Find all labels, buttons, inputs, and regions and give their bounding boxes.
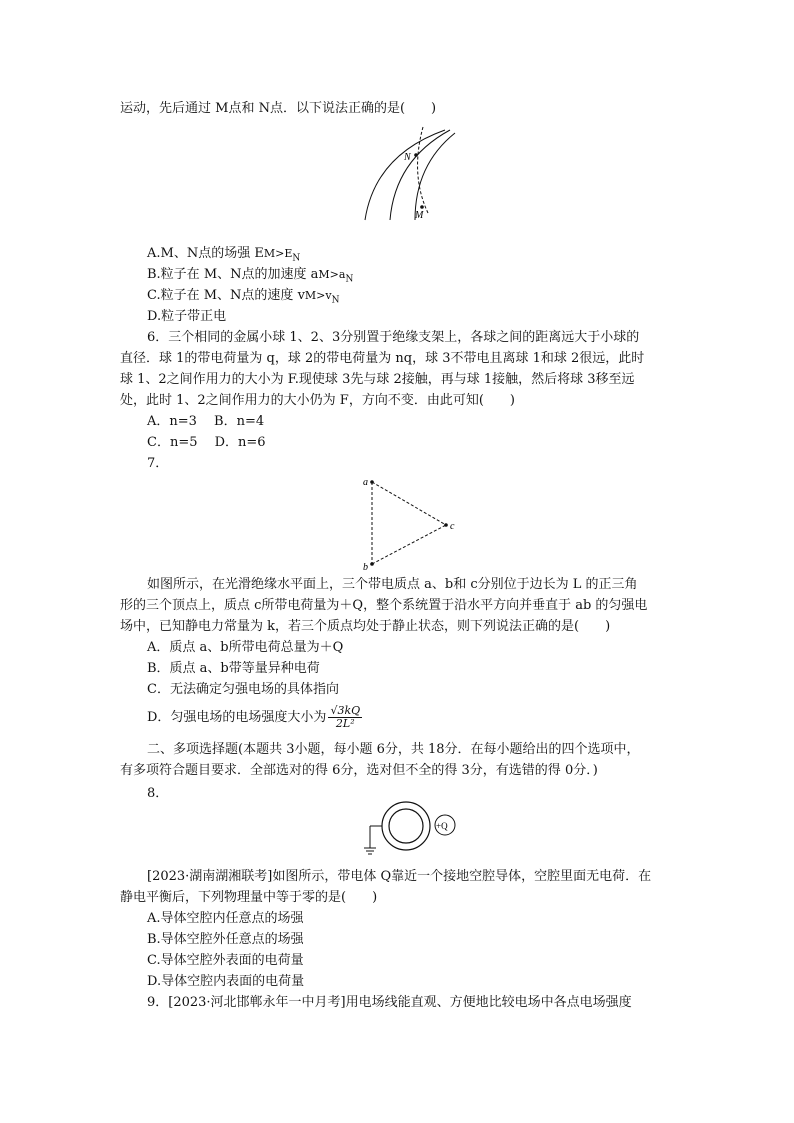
field-line-middle — [390, 130, 450, 220]
q5-stem-tail: 运动，先后通过 M点和 N点．以下说法正确的是( ) — [120, 101, 437, 116]
vertex-c — [444, 523, 448, 527]
q6-stem-line-1: 6．三个相同的金属小球 1、2、3分别置于绝缘支架上，各球之间的距离远大于小球的 — [147, 330, 640, 345]
label-plus-Q: +Q — [436, 821, 448, 831]
label-c: c — [450, 521, 455, 532]
q7-triangle-figure — [360, 472, 460, 572]
q5-option-d[interactable]: D.粒子带正电 — [147, 309, 227, 324]
label-N: N — [404, 152, 411, 163]
q6-stem-line-2: 直径．球 1的带电荷量为 q，球 2的带电荷量为 nq，球 3不带电且离球 1和球 2很远，此时 — [120, 351, 645, 366]
label-b: b — [363, 562, 368, 573]
q5-field-lines-figure — [360, 125, 470, 225]
q7-option-b[interactable]: B．质点 a、b带等量异种电荷 — [147, 661, 320, 676]
q8-cavity-conductor-figure — [368, 800, 463, 860]
point-N — [414, 153, 418, 157]
q8-number: 8． — [147, 786, 169, 801]
q9-stem-line-1: 9．[2023·河北邯郸永年一中月考]用电场线能直观、方便地比较电场中各点电场强度 — [147, 995, 632, 1010]
label-a: a — [363, 477, 368, 488]
section-2-heading-line-2: 有多项符合题目要求．全部选对的得 6分，选对但不全的得 3分，有选错的得 0分．) — [120, 763, 598, 778]
q8-stem-line-2: 静电平衡后，下列物理量中等于零的是( ) — [120, 890, 378, 905]
q6-stem-line-4: 处，此时 1、2之间作用力的大小仍为 F，方向不变．由此可知( ) — [120, 393, 515, 408]
field-strength-fraction: $\frac{√3kQ}{\text{2L²}}$ — [330, 704, 361, 730]
q6-options-cd[interactable]: C．n=5 D．n=6 — [147, 435, 266, 450]
q7-stem-line-3: 场中，已知静电力常量为 k，若三个质点均处于静止状态，则下列说法正确的是( ) — [120, 619, 611, 634]
q6-stem-line-3: 球 1、2之间作用力的大小为 F.现使球 3先与球 2接触，再与球 1接触，然后将球 3移至远 — [120, 372, 635, 387]
q8-option-c[interactable]: C.导体空腔外表面的电荷量 — [147, 953, 304, 968]
q5-option-b[interactable]: B.粒子在 M、N点的加速度 $aM>a_N$ — [147, 267, 354, 285]
section-2-heading-line-1: 二、多项选择题(本题共 3小题，每小题 6分，共 18分．在每小题给出的四个选项中， — [147, 742, 640, 757]
q5-option-c[interactable]: C.粒子在 M、N点的速度 $vM>v_N$ — [147, 288, 340, 306]
q8-option-a[interactable]: A.导体空腔内任意点的场强 — [147, 911, 304, 926]
q7-stem-line-2: 形的三个顶点上，质点 c所带电荷量为＋Q，整个系统置于沿水平方向并垂直于 ab 的匀强电 — [120, 598, 648, 613]
q5-option-a[interactable]: A.M、N点的场强 $EM>E_N$ — [147, 246, 301, 264]
q7-option-a[interactable]: A．质点 a、b所带电荷总量为＋Q — [147, 640, 344, 655]
field-line-left — [365, 130, 445, 220]
vertex-b — [370, 562, 374, 566]
q7-number: 7． — [147, 456, 169, 471]
q7-option-c[interactable]: C．无法确定匀强电场的具体指向 — [147, 682, 339, 697]
point-M — [420, 205, 424, 209]
q8-option-d[interactable]: D.导体空腔内表面的电荷量 — [147, 974, 305, 989]
q7-stem-line-1: 如图所示，在光滑绝缘水平面上，三个带电质点 a、b和 c分别位于边长为 L 的正三角 — [147, 577, 638, 592]
q7-option-d[interactable]: D．匀强电场的电场强度大小为 $\frac{√3kQ}{\text{2L²}}$ — [147, 704, 361, 730]
q6-options-ab[interactable]: A．n=3 B．n=4 — [147, 414, 265, 429]
vertex-a — [370, 480, 374, 484]
q8-option-b[interactable]: B.导体空腔外任意点的场强 — [147, 932, 304, 947]
q8-stem-line-1: [2023·湖南湖湘联考]如图所示，带电体 Q靠近一个接地空腔导体，空腔里面无电荷．在 — [147, 869, 652, 884]
label-M: M — [415, 210, 424, 221]
